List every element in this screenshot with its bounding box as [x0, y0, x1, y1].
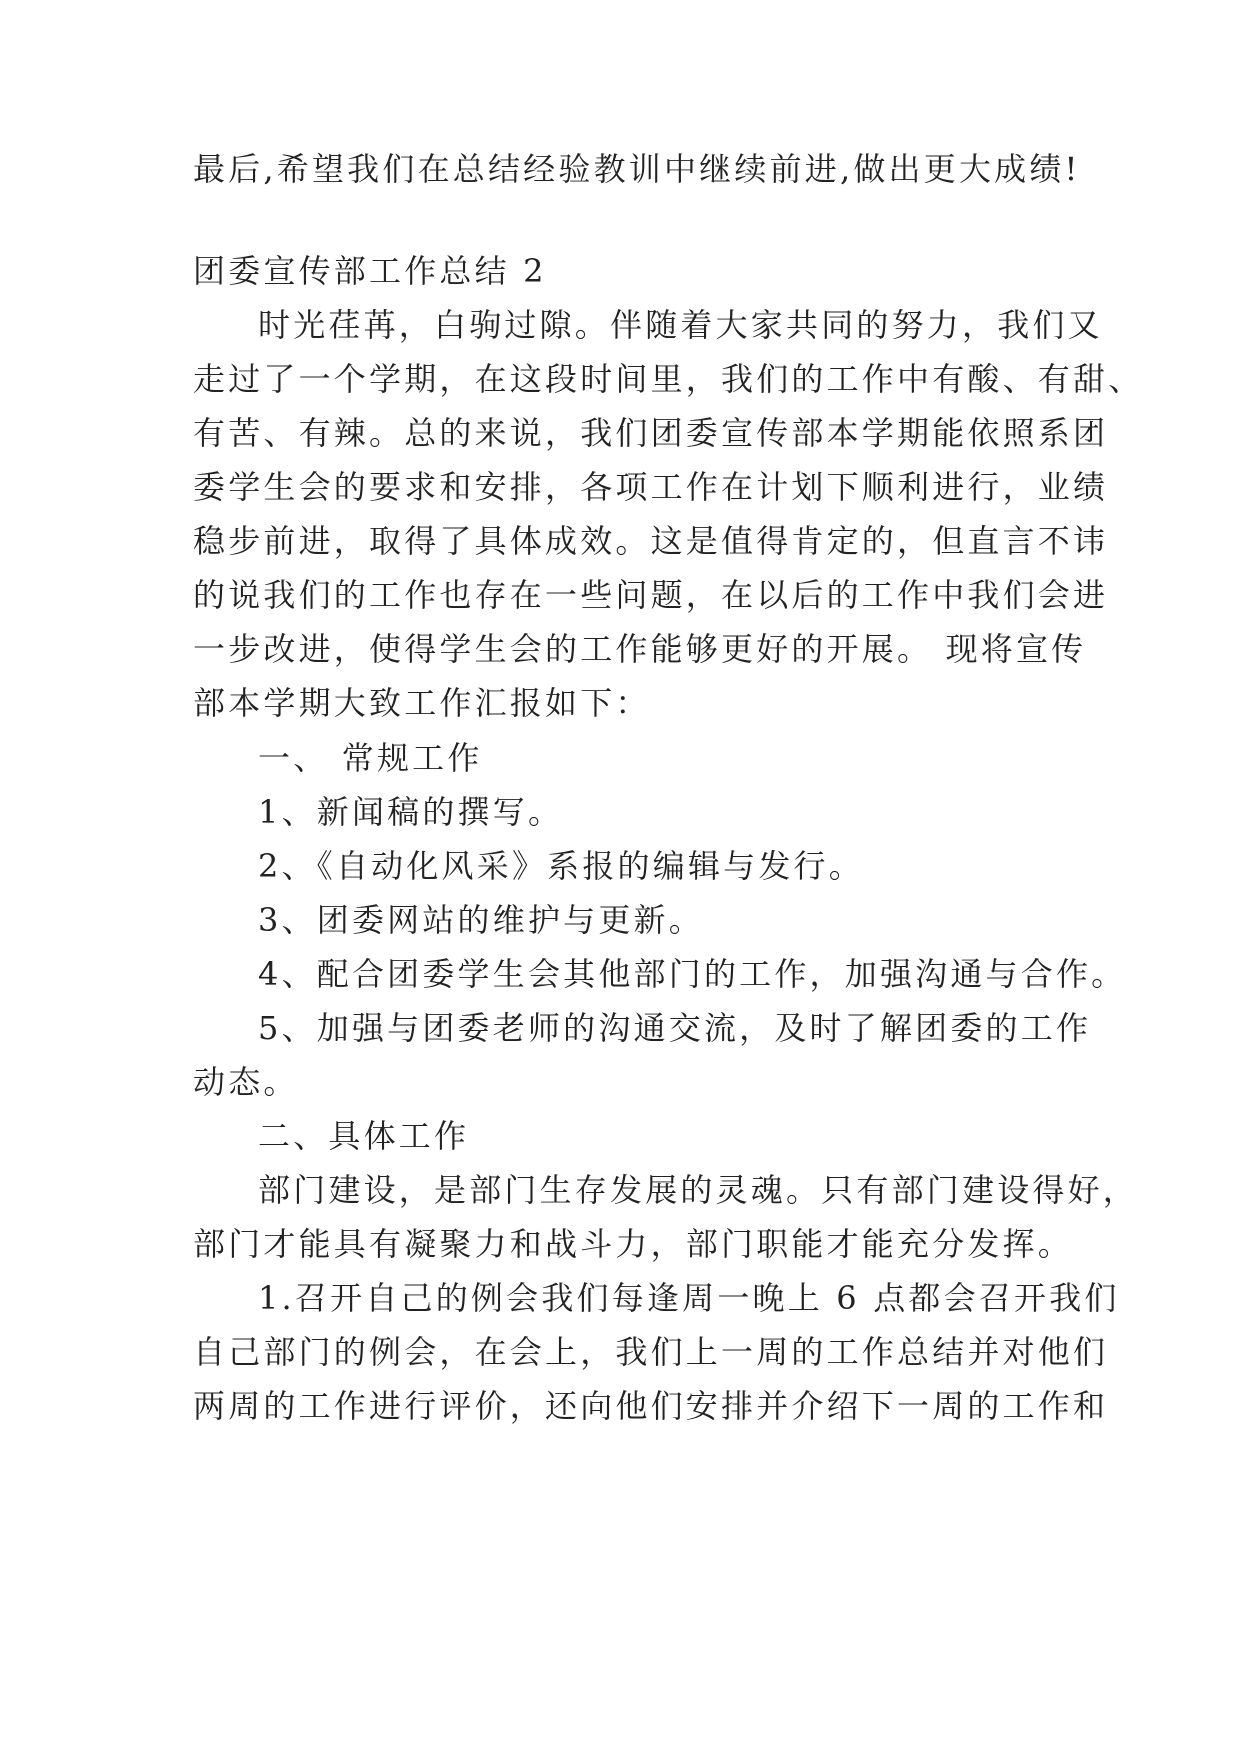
- department-paragraph-line: 部门才能具有凝聚力和战斗力，部门职能才能充分发挥。: [193, 1225, 1074, 1263]
- intro-paragraph-line: 稳步前进，取得了具体成效。这是值得肯定的，但直言不讳: [193, 522, 1109, 560]
- closing-line: 最后,希望我们在总结经验教训中继续前进,做出更大成绩!: [193, 150, 1081, 188]
- meeting-paragraph-line: 1.召开自己的例会我们每逢周一晚上 6 点都会召开我们: [258, 1279, 1120, 1317]
- routine-item-continuation: 动态。: [193, 1063, 299, 1101]
- intro-paragraph-line: 时光荏苒，白驹过隙。伴随着大家共同的努力，我们又: [258, 306, 1103, 344]
- heading-specific-work: 二、具体工作: [258, 1117, 470, 1155]
- department-paragraph-line: 部门建设，是部门生存发展的灵魂。只有部门建设得好，: [258, 1171, 1139, 1209]
- routine-item: 1、新闻稿的撰写。: [258, 793, 564, 831]
- intro-paragraph-line: 走过了一个学期，在这段时间里，我们的工作中有酸、有甜、: [193, 360, 1144, 398]
- meeting-paragraph-line: 两周的工作进行评价，还向他们安排并介绍下一周的工作和: [193, 1387, 1109, 1425]
- routine-item: 4、配合团委学生会其他部门的工作，加强沟通与合作。: [258, 955, 1127, 993]
- intro-paragraph-line: 的说我们的工作也存在一些问题，在以后的工作中我们会进: [193, 576, 1109, 614]
- meeting-paragraph-line: 自己部门的例会，在会上，我们上一周的工作总结并对他们: [193, 1333, 1109, 1371]
- heading-routine-work: 一、 常规工作: [258, 739, 483, 777]
- intro-paragraph-line: 一步改进，使得学生会的工作能够更好的开展。 现将宣传: [193, 630, 1087, 668]
- routine-item: 2、《自动化风采》系报的编辑与发行。: [258, 847, 864, 885]
- routine-item: 5、加强与团委老师的沟通交流，及时了解团委的工作: [258, 1009, 1092, 1047]
- intro-paragraph-line: 有苦、有辣。总的来说，我们团委宣传部本学期能依照系团: [193, 414, 1109, 452]
- intro-paragraph-line: 委学生会的要求和安排，各项工作在计划下顺利进行，业绩: [193, 468, 1109, 506]
- routine-item: 3、团委网站的维护与更新。: [258, 901, 704, 939]
- intro-paragraph-line: 部本学期大致工作汇报如下：: [193, 684, 651, 722]
- section-title: 团委宣传部工作总结 2: [193, 252, 547, 290]
